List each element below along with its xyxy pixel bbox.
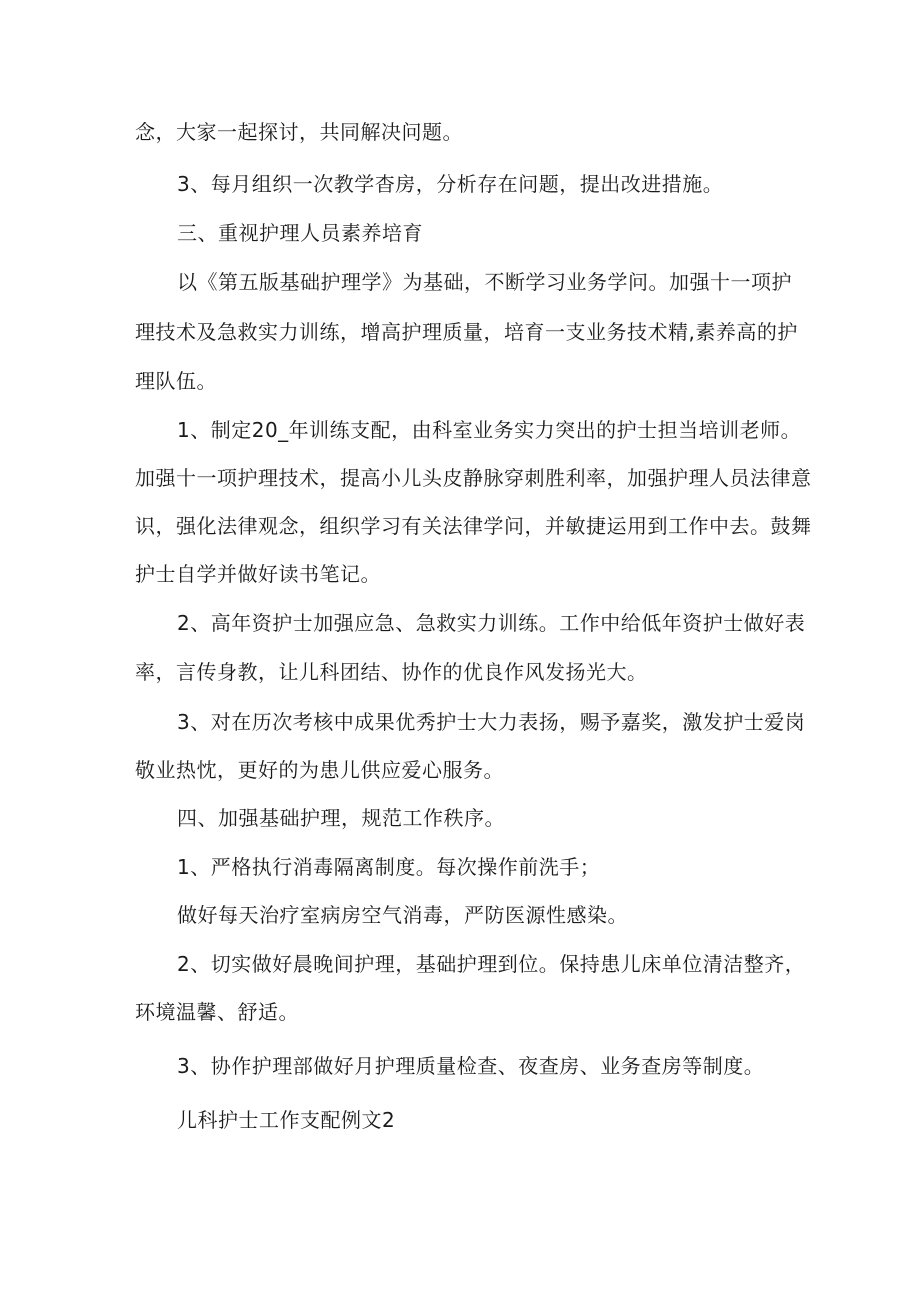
text-line: 3、对在历次考核中成果优秀护士大力表扬，赐予嘉奖，激发护士爱岗 [177,710,806,734]
text-line: 做好每天治疗室病房空气消毒，严防医源性感染。 [177,903,628,927]
text-line: 2、高年资护士加强应急、急救实力训练。工作中给低年资护士做好表 [177,611,806,635]
text-line: 敬业热忱，更好的为患儿供应爱心服务。 [135,758,504,782]
text-line: 2、切实做好晨晚间护理，基础护理到位。保持患儿床单位清洁整齐， [177,952,806,976]
text-line: 理队伍。 [135,369,217,393]
text-line: 识，强化法律观念，组织学习有关法律学问，并敏捷运用到工作中去。鼓舞 [135,514,812,538]
text-line: 环境温馨、舒适。 [135,1000,299,1024]
section-heading: 四、加强基础护理，规范工作秩序。 [177,806,505,830]
text-line: 念，大家一起探讨，共同解决问题。 [135,120,463,144]
text-line: 3、协作护理部做好月护理质量检查、夜查房、业务查房等制度。 [177,1054,765,1078]
text-line: 1、制定20_年训练支配，由科室业务实力突出的护士担当培训老师。 [177,418,802,442]
text-line: 3、每月组织一次教学杳房，分析存在问题，提出改进措施。 [177,172,724,196]
text-line: 理技术及急救实力训练，增高护理质量，培育一支业务技术精,素养高的护 [135,320,798,344]
text-line: 率，言传身教，让儿科团结、协作的优良作风发扬光大。 [135,660,648,684]
text-line: 加强十一项护理技术，提高小儿头皮静脉穿刺胜利率，加强护理人员法律意 [135,466,812,490]
section-title: 儿科护士工作支配例文2 [177,1108,396,1132]
text-line: 护士自学并做好读书笔记。 [135,562,381,586]
section-heading: 三、重视护理人员素养培育 [177,221,423,245]
text-line: 1、严格执行消毒隔离制度。每次操作前洗手； [177,855,601,879]
text-line: 以《第五版基础护理学》为基础，不断学习业务学问。加强十一项护 [177,270,792,294]
